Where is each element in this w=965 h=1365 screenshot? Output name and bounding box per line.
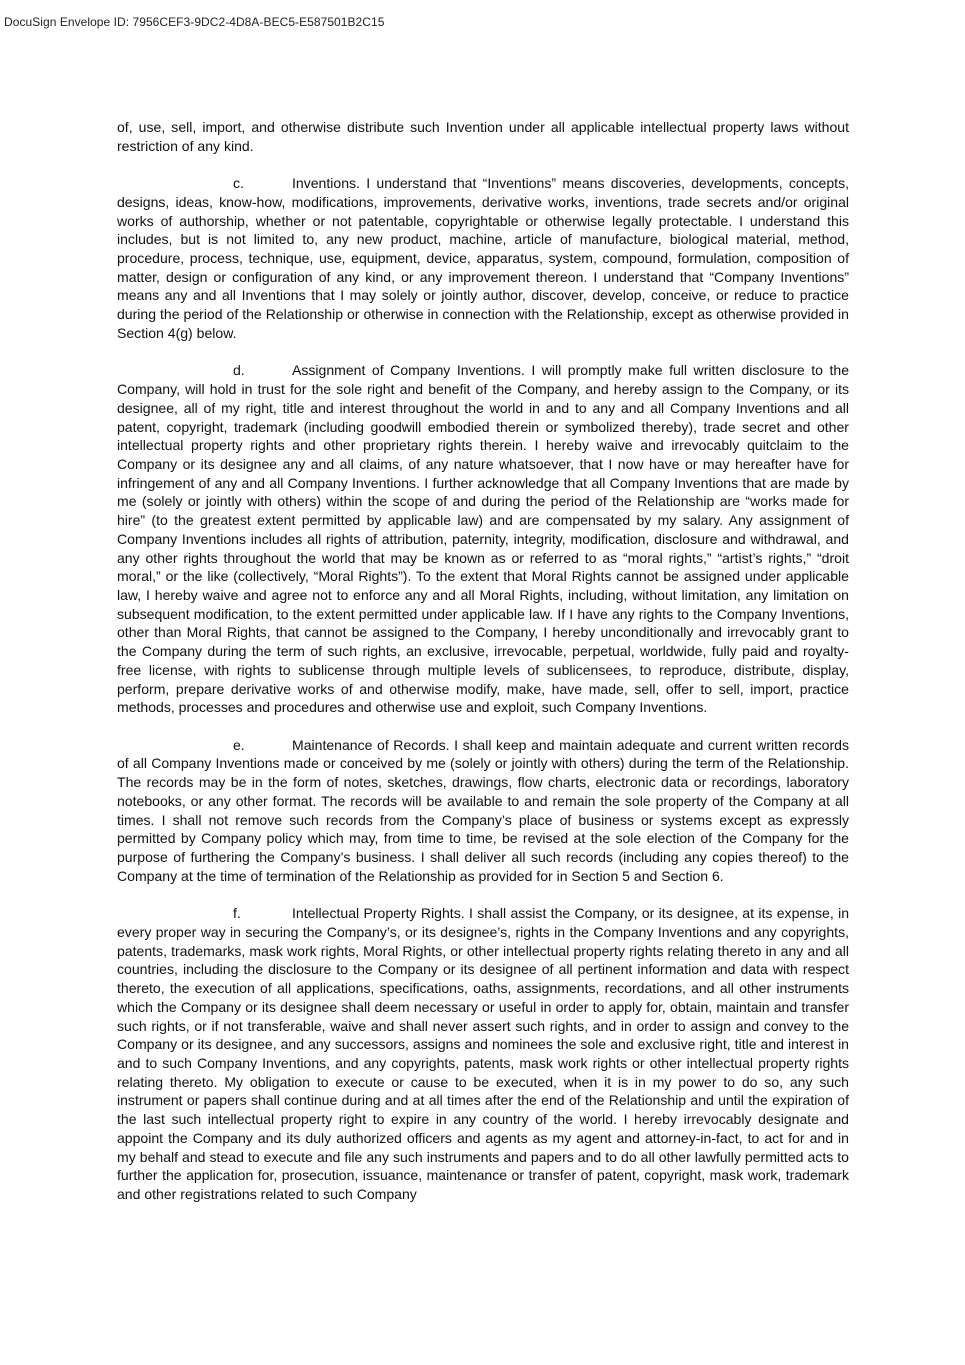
section-f-ip-rights	[117, 904, 849, 1204]
section-e-records	[117, 736, 849, 886]
section-f-body: I shall assist the Company, or its designee, at its expense, in every proper way in securing the Company’s, or its designee’s, rights in the Company Inventions and any copyrights, patents, trademarks, mask work rights, Moral Rights, or other intellectual property rights relating thereto in any and all countries, including the disclosure to the Company or its designee of all pertinent information and data with respect thereto, the execution of all applications, specifications, oaths, assignments, recordations, and all other instruments which the Company or its designee shall deem necessary or useful in order to apply for, obtain, maintain and transfer such rights, or if not transferable, waive and shall never assert such rights, and in order to assign and convey to the Company or its designee, and any successors, assigns and nominees the sole and exclusive right, title and interest in and to such Company Inventions, and any copyrights, patents, mask work rights or other intellectual property rights relating thereto. My obligation to execute or cause to be executed, when it is in my power to do so, any such instrument or papers shall continue during and at all times after the end of the Relationship and until the expiration of the last such intellectual property right to expire in any country of the world. I hereby irrevocably designate and appoint the Company and its duly authorized officers and agents as my agent and attorney-in-fact, to act for and in my behalf and stead to execute and file any such instruments and papers and to do all other lawfully permitted acts to further the application for, prosecution, issuance, maintenance or transfer of patent, copyright, mask work, trademark and other registrations related to such Company	[117, 905, 850, 1202]
document-body	[117, 118, 849, 1222]
section-c-heading: Inventions.	[292, 175, 360, 192]
section-c-number: c.	[233, 175, 244, 192]
section-e-body: I shall keep and maintain adequate and current written records of all Company Inventions made or conceived by me (solely or jointly with others) during the term of the Relationship. The records may be in the form of notes, sketches, drawings, flow charts, electronic data or recordings, laboratory notebooks, or any other format. The records will be available to and remain the sole property of the Company at all times. I shall not remove such records from the Company’s place of business or systems except as expressly permitted by Company policy which may, from time to time, be revised at the sole election of the Company for the purpose of furthering the Company’s business. I shall deliver all such records (including any copies thereof) to the Company at the time of termination of the Relationship as provided for in Section 5 and Section 6.	[117, 736, 849, 884]
section-c-inventions	[117, 174, 849, 342]
section-d-heading: Assignment of Company Inventions.	[292, 362, 525, 379]
section-f-number: f.	[233, 905, 241, 922]
section-d-number: d.	[233, 362, 245, 379]
section-f-heading: Intellectual Property Rights.	[292, 905, 465, 922]
section-e-heading: Maintenance of Records.	[292, 736, 450, 753]
docusign-envelope-id: DocuSign Envelope ID: 7956CEF3-9DC2-4D8A-BEC5-E587501B2C15	[4, 15, 385, 29]
section-d-assignment	[117, 361, 849, 717]
intro-paragraph: of, use, sell, import, and otherwise distribute such Invention under all applicable intellectual property laws without restriction of any kind.	[117, 119, 849, 154]
section-e-number: e.	[233, 736, 245, 753]
section-d-body: I will promptly make full written disclosure to the Company, will hold in trust for the sole right and benefit of the Company, and hereby assign to the Company, or its designee, all of my right, title and interest throughout the world in and to any and all Company Inventions and all patent, copyright, trademark (including goodwill embodied therein or symbolized thereby), trade secret and other intellectual property rights and other proprietary rights therein. I hereby waive and irrevocably quitclaim to the Company or its designee any and all claims, of any nature whatsoever, that I now have or may hereafter have for infringement of any and all Company Inventions. I further acknowledge that all Company Inventions that are made by me (solely or jointly with others) within the scope of and during the period of the Relationship are “works made for hire” (to the greatest extent permitted by applicable law) and are compensated by my salary. Any assignment of Company Inventions includes all rights of attribution, paternity, integrity, modification, disclosure and withdrawal, and any other rights throughout the world that may be known as or referred to as “moral rights,” “artist’s rights,” “droit moral,” or the like (collectively, “Moral Rights”). To the extent that Moral Rights cannot be assigned under applicable law, I hereby waive and agree not to enforce any and all Moral Rights, including, without limitation, any limitation on subsequent modification, to the extent permitted under applicable law. If I have any rights to the Company Inventions, other than Moral Rights, that cannot be assigned to the Company, I hereby unconditionally and irrevocably grant to the Company during the term of such rights, an exclusive, irrevocable, perpetual, worldwide, fully paid and royalty-free license, with rights to sublicense through multiple levels of sublicensees, to reproduce, distribute, display, perform, prepare derivative works of and otherwise modify, make, have made, sell, offer to sell, import, practice methods, processes and procedures and otherwise use and exploit, such Company Inventions.	[117, 362, 850, 716]
section-c-body: I understand that “Inventions” means discoveries, developments, concepts, designs, ideas, know-how, modifications, improvements, derivative works, inventions, trade secrets and/or original works of authorship, whether or not patentable, copyrightable or otherwise legally protectable. I understand this includes, but is not limited to, any new product, machine, article of manufacture, biological material, method, procedure, process, technique, use, equipment, device, apparatus, system, compound, formulation, composition of matter, design or configuration of any kind, or any improvement thereon. I understand that “Company Inventions” means any and all Inventions that I may solely or jointly author, discover, develop, conceive, or reduce to practice during the period of the Relationship or otherwise in connection with the Relationship, except as otherwise provided in Section 4(g) below.	[117, 175, 849, 341]
